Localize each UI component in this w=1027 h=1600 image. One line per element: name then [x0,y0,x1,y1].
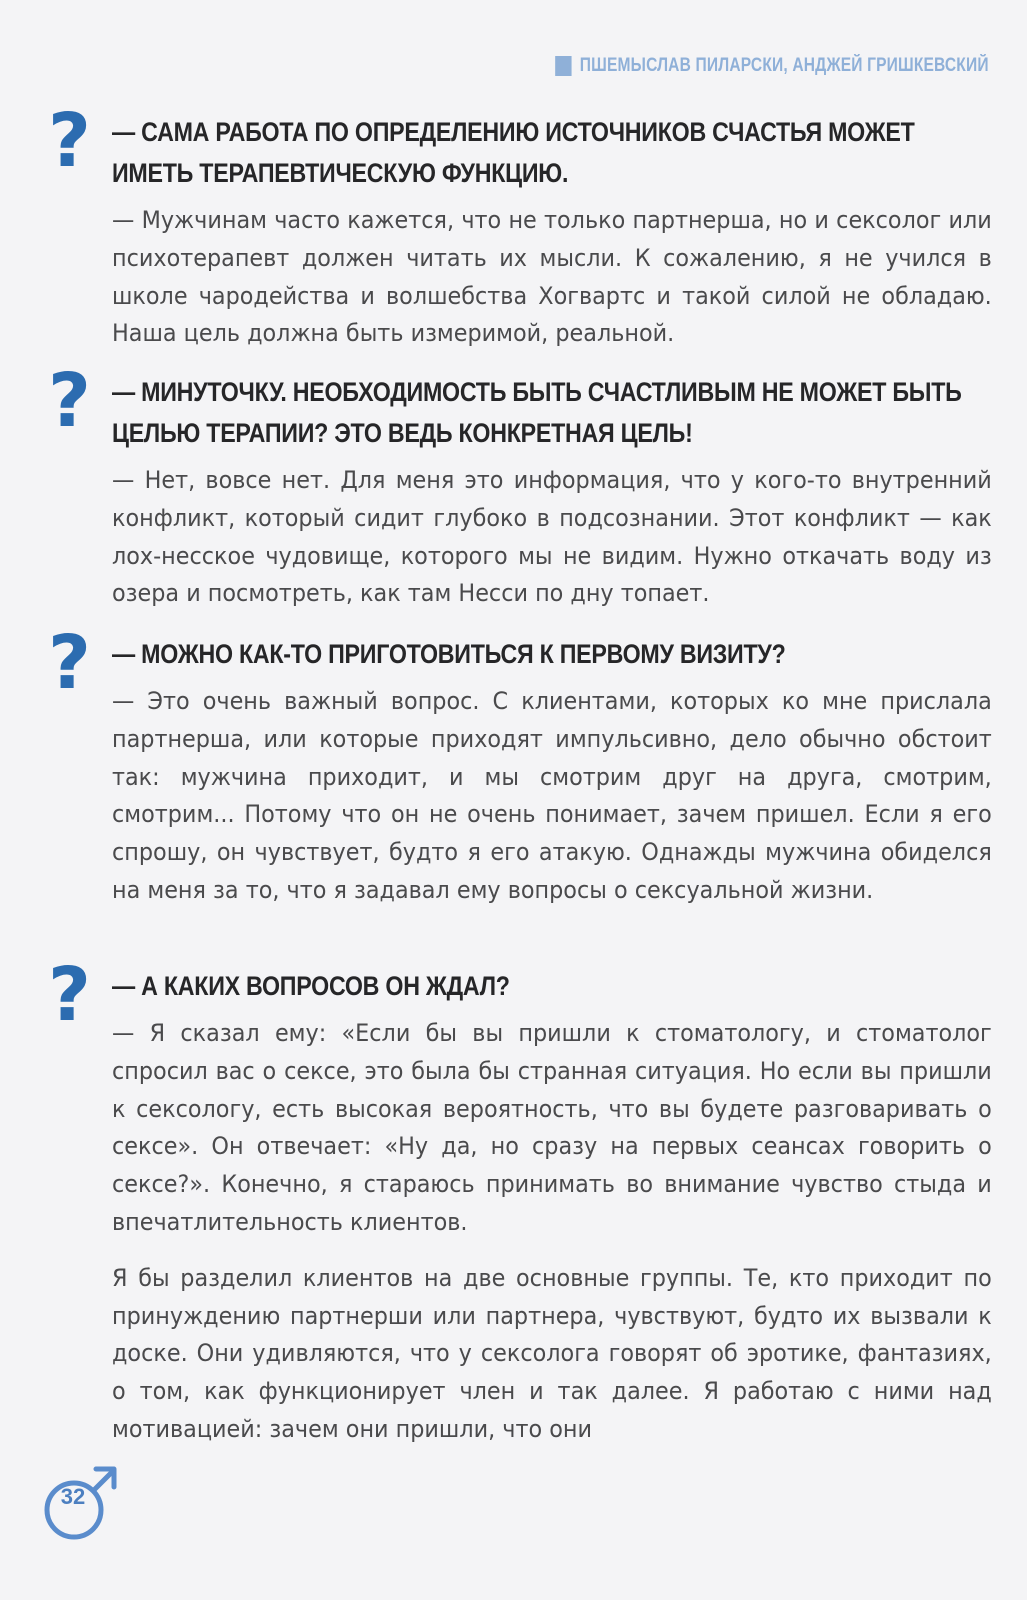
header-square-icon [555,56,571,76]
qa-block-4 [48,952,992,1449]
page-number: 32 [60,1484,86,1509]
question-mark-icon: ? [48,620,91,706]
answer-1: — Мужчинам часто кажется, что не только партнерша, но и сексолог или психотерапевт должен читать их мысли. К сожалению, я не учился в школе чародейства и волшебства Хогвартс и такой силой не обладаю. Наша цель должна быть измеримой, реальной. [112,206,992,348]
qa-block-1 [48,98,992,348]
answer-4: — Я сказал ему: «Если бы вы пришли к стоматологу, и стоматолог спросил вас о сексе, это была бы странная ситуация. Но если вы пришли к сексологу, есть высокая вероятность, что вы будете разговаривать о сексе». Он отвечает: «Ну да, но сразу на первых сеансах говорить о сексе?». Конечно, я стараюсь принимать во внимание чувство стыда и впечатлительность клиентов. [112,1019,992,1236]
running-title: ПШЕМЫСЛАВ ПИЛАРСКИ, АНДЖЕЙ ГРИШКЕВСКИЙ [580,55,989,76]
question-mark-icon: ? [48,358,91,444]
qa-block-3 [48,620,992,940]
page-number-badge [38,1462,118,1542]
answer-3: — Это очень важный вопрос. С клиентами, которых ко мне прислала партнерша, или которые приходят импульсивно, дело обычно обстоит так: мужчина приходит, и мы смотрим друг на друга, смотрим, смотрим... Потому что он не очень понимает, зачем пришел. Если я его спрошу, он чувствует, будто я его атакую. Однажды мужчина обиделся на меня за то, что я задавал ему вопросы о сексуальной жизни. [112,687,992,904]
answer-4-continued: Я бы разделил клиентов на две основные группы. Те, кто приходит по принуждению партнерши или партнера, чувствуют, будто их вызвали к доске. Они удивляются, что у сексолога говорят об эротике, фантазиях, о том, как функционирует член и так далее. Я работаю с ними над мотивацией: зачем они пришли, что они [112,1263,992,1443]
question-2: — МИНУТОЧКУ. НЕОБХОДИМОСТЬ БЫТЬ СЧАСТЛИВЫМ НЕ МОЖЕТ БЫТЬ ЦЕЛЬЮ ТЕРАПИИ? ЭТО ВЕДЬ КОНКРЕТНАЯ ЦЕЛЬ! [112,377,962,448]
page-content [48,98,992,1449]
qa-block-2 [48,358,992,634]
question-mark-icon: ? [48,952,91,1038]
running-header [555,55,989,77]
question-3: — МОЖНО КАК-ТО ПРИГОТОВИТЬСЯ К ПЕРВОМУ ВИЗИТУ? [112,639,786,669]
answer-2: — Нет, вовсе нет. Для меня это информация, что у кого-то внутренний конфликт, который сидит глубоко в подсознании. Этот конфликт — как лох-несское чудовище, которого мы не видим. Нужно откачать воду из озера и посмотреть, как там Несси по дну топает. [112,466,992,608]
question-4: — А КАКИХ ВОПРОСОВ ОН ЖДАЛ? [112,971,510,1001]
question-1: — САМА РАБОТА ПО ОПРЕДЕЛЕНИЮ ИСТОЧНИКОВ СЧАСТЬЯ МОЖЕТ ИМЕТЬ ТЕРАПЕВТИЧЕСКУЮ ФУНКЦИЮ. [112,117,915,188]
question-mark-icon: ? [48,98,91,184]
